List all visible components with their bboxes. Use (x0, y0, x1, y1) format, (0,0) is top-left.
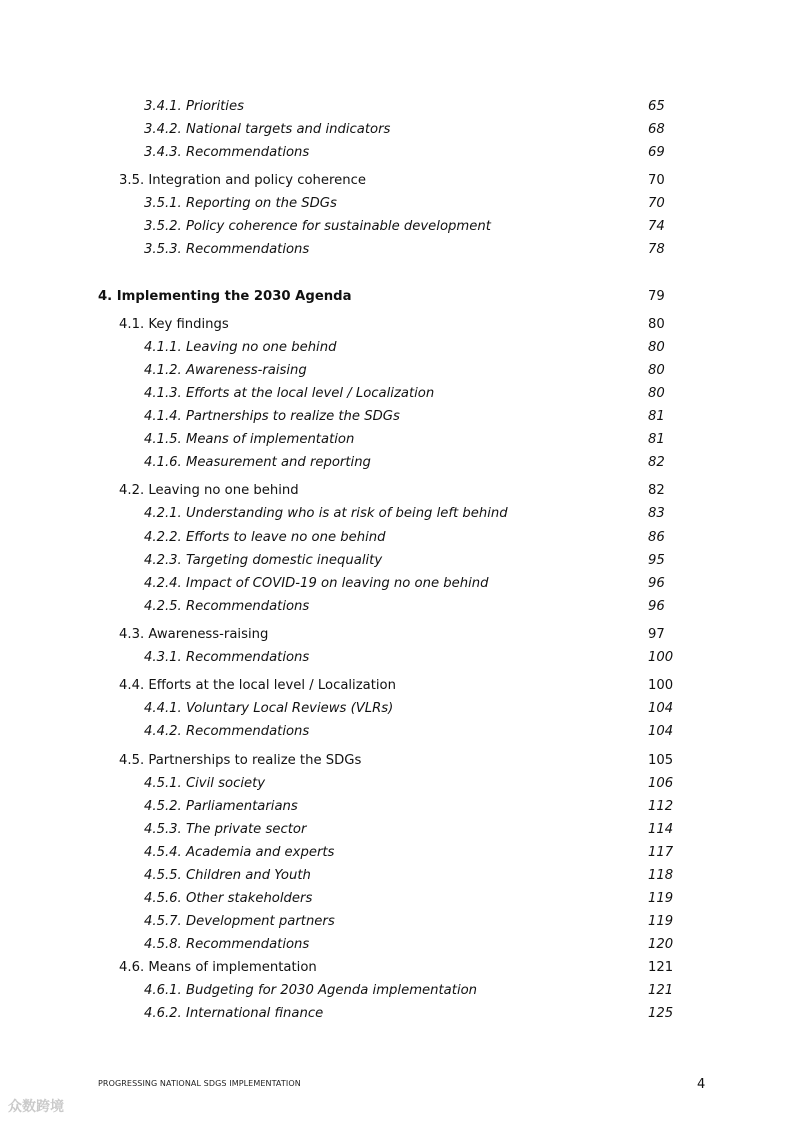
toc-entry-title: 4.5.8. Recommendations (144, 937, 310, 952)
toc-entry-page: 100 (648, 650, 674, 665)
toc-entry-page: 79 (648, 289, 665, 304)
toc-entry-title: 4.1.3. Efforts at the local level / Localization (144, 386, 435, 401)
toc-entry-page: 80 (648, 363, 665, 378)
toc-entry-title: 4.5.3. The private sector (144, 822, 307, 837)
toc-subsection-entry[interactable] (0, 504, 793, 524)
toc-subsection-entry[interactable] (0, 820, 793, 840)
toc-entry-page: 80 (648, 386, 665, 401)
toc-entry-title: 4.3.1. Recommendations (144, 650, 310, 665)
toc-subsection-entry[interactable] (0, 889, 793, 909)
toc-entry-page: 119 (648, 914, 674, 929)
toc-entry-page: 97 (648, 627, 665, 642)
toc-entry-title: 4.6.1. Budgeting for 2030 Agenda implementation (144, 983, 478, 998)
toc-subsection-entry[interactable] (0, 97, 793, 117)
toc-entry-page: 70 (648, 173, 665, 188)
toc-entry-title: 3.4.2. National targets and indicators (144, 122, 391, 137)
toc-subsection-entry[interactable] (0, 797, 793, 817)
toc-entry-title: 4.5.4. Academia and experts (144, 845, 335, 860)
toc-entry-page: 65 (648, 99, 665, 114)
toc-entry-page: 86 (648, 530, 665, 545)
toc-subsection-entry[interactable] (0, 120, 793, 140)
toc-entry-page: 70 (648, 196, 665, 211)
toc-subsection-entry[interactable] (0, 240, 793, 260)
toc-entry-page: 104 (648, 701, 674, 716)
toc-entry-title: 4.2.5. Recommendations (144, 599, 310, 614)
toc-subsection-entry[interactable] (0, 843, 793, 863)
toc-entry-page: 120 (648, 937, 674, 952)
toc-entry-page: 112 (648, 799, 674, 814)
toc-entry-title: 4.3. Awareness-raising (119, 627, 269, 642)
toc-section-entry[interactable] (0, 676, 793, 696)
toc-entry-page: 117 (648, 845, 674, 860)
toc-subsection-entry[interactable] (0, 981, 793, 1001)
toc-entry-page: 78 (648, 242, 665, 257)
toc-subsection-entry[interactable] (0, 453, 793, 473)
toc-entry-title: 4. Implementing the 2030 Agenda (98, 289, 352, 304)
toc-entry-page: 114 (648, 822, 674, 837)
toc-entry-title: 4.1. Key findings (119, 317, 229, 332)
toc-entry-page: 118 (648, 868, 674, 883)
toc-subsection-entry[interactable] (0, 722, 793, 742)
toc-subsection-entry[interactable] (0, 699, 793, 719)
toc-subsection-entry[interactable] (0, 597, 793, 617)
toc-subsection-entry[interactable] (0, 384, 793, 404)
toc-entry-page: 119 (648, 891, 674, 906)
toc-subsection-entry[interactable] (0, 574, 793, 594)
toc-entry-title: 4.1.4. Partnerships to realize the SDGs (144, 409, 400, 424)
toc-entry-page: 100 (648, 678, 674, 693)
toc-entry-title: 4.5. Partnerships to realize the SDGs (119, 753, 362, 768)
toc-section-entry[interactable] (0, 481, 793, 501)
toc-entry-title: 4.6. Means of implementation (119, 960, 317, 975)
toc-subsection-entry[interactable] (0, 143, 793, 163)
toc-section-entry[interactable] (0, 751, 793, 771)
toc-subsection-entry[interactable] (0, 774, 793, 794)
toc-entry-page: 81 (648, 409, 665, 424)
toc-entry-title: 4.2.1. Understanding who is at risk of being left behind (144, 506, 508, 521)
toc-entry-page: 121 (648, 960, 674, 975)
toc-subsection-entry[interactable] (0, 528, 793, 548)
toc-entry-page: 105 (648, 753, 674, 768)
toc-entry-title: 3.5.1. Reporting on the SDGs (144, 196, 337, 211)
toc-entry-page: 82 (648, 483, 665, 498)
toc-entry-title: 4.2. Leaving no one behind (119, 483, 299, 498)
toc-entry-title: 4.1.5. Means of implementation (144, 432, 355, 447)
toc-entry-page: 74 (648, 219, 665, 234)
toc-subsection-entry[interactable] (0, 407, 793, 427)
toc-entry-title: 4.5.1. Civil society (144, 776, 266, 791)
toc-section-entry[interactable] (0, 171, 793, 191)
toc-subsection-entry[interactable] (0, 551, 793, 571)
toc-entry-title: 4.2.3. Targeting domestic inequality (144, 553, 383, 568)
page-number: 4 (697, 1077, 706, 1092)
toc-entry-title: 3.4.1. Priorities (144, 99, 244, 114)
toc-subsection-entry[interactable] (0, 935, 793, 955)
toc-entry-title: 4.5.5. Children and Youth (144, 868, 311, 883)
toc-section-entry[interactable] (0, 958, 793, 978)
toc-entry-page: 121 (648, 983, 674, 998)
toc-subsection-entry[interactable] (0, 648, 793, 668)
toc-entry-title: 4.2.2. Efforts to leave no one behind (144, 530, 386, 545)
toc-entry-title: 4.1.2. Awareness-raising (144, 363, 307, 378)
toc-subsection-entry[interactable] (0, 1004, 793, 1024)
toc-entry-title: 4.1.6. Measurement and reporting (144, 455, 371, 470)
toc-entry-title: 4.5.7. Development partners (144, 914, 335, 929)
toc-entry-title: 3.5.3. Recommendations (144, 242, 310, 257)
toc-entry-title: 4.5.6. Other stakeholders (144, 891, 313, 906)
toc-entry-page: 80 (648, 317, 665, 332)
toc-entry-page: 81 (648, 432, 665, 447)
toc-entry-page: 95 (648, 553, 665, 568)
toc-section-entry[interactable] (0, 315, 793, 335)
toc-entry-page: 68 (648, 122, 665, 137)
toc-entry-title: 3.5. Integration and policy coherence (119, 173, 366, 188)
toc-subsection-entry[interactable] (0, 430, 793, 450)
toc-entry-title: 4.2.4. Impact of COVID-19 on leaving no one behind (144, 576, 489, 591)
toc-entry-page: 96 (648, 576, 665, 591)
toc-entry-page: 96 (648, 599, 665, 614)
toc-entry-title: 4.1.1. Leaving no one behind (144, 340, 337, 355)
toc-entry-page: 104 (648, 724, 674, 739)
toc-subsection-entry[interactable] (0, 194, 793, 214)
watermark-logo: 众数跨境 (8, 1099, 64, 1115)
toc-entry-page: 69 (648, 145, 665, 160)
footer-title: PROGRESSING NATIONAL SDGS IMPLEMENTATION (98, 1079, 301, 1088)
toc-subsection-entry[interactable] (0, 338, 793, 358)
toc-entry-title: 4.5.2. Parliamentarians (144, 799, 298, 814)
toc-chapter-entry[interactable] (0, 287, 793, 307)
toc-entry-title: 4.4.2. Recommendations (144, 724, 310, 739)
toc-subsection-entry[interactable] (0, 217, 793, 237)
toc-entry-page: 106 (648, 776, 674, 791)
toc-entry-title: 3.4.3. Recommendations (144, 145, 310, 160)
toc-entry-title: 4.6.2. International finance (144, 1006, 324, 1021)
toc-section-entry[interactable] (0, 625, 793, 645)
toc-subsection-entry[interactable] (0, 361, 793, 381)
toc-subsection-entry[interactable] (0, 866, 793, 886)
toc-entry-page: 83 (648, 506, 665, 521)
toc-entry-title: 4.4. Efforts at the local level / Localization (119, 678, 396, 693)
toc-entry-title: 3.5.2. Policy coherence for sustainable development (144, 219, 491, 234)
toc-subsection-entry[interactable] (0, 912, 793, 932)
toc-entry-page: 80 (648, 340, 665, 355)
toc-entry-page: 125 (648, 1006, 674, 1021)
toc-entry-title: 4.4.1. Voluntary Local Reviews (VLRs) (144, 701, 394, 716)
toc-entry-page: 82 (648, 455, 665, 470)
